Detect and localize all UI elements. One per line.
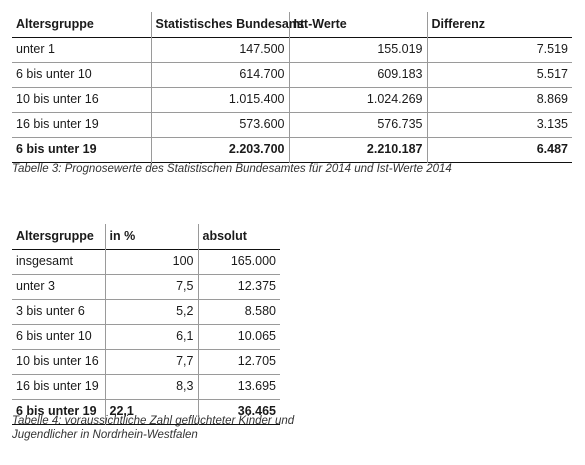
table-total-row <box>12 137 572 162</box>
value-cell: 147.500 <box>151 37 289 62</box>
value-cell: 1.024.269 <box>289 87 427 112</box>
age-group-cell: 10 bis unter 16 <box>16 92 99 107</box>
value-cell: 576.735 <box>289 112 427 137</box>
age-group-cell: 16 bis unter 19 <box>16 379 99 394</box>
table-row <box>12 349 280 374</box>
table-row <box>12 324 280 349</box>
value-cell: 8.869 <box>427 87 572 112</box>
value-cell: 6.487 <box>427 137 572 162</box>
value-cell: 8.580 <box>198 299 280 324</box>
value-cell: 614.700 <box>151 62 289 87</box>
table-row <box>12 62 572 87</box>
table-row <box>12 274 280 299</box>
caption-line: Tabelle 4: voraussichtliche Zahl geflüchteter Kinder und <box>12 415 295 427</box>
value-cell: 155.019 <box>289 37 427 62</box>
age-group-cell: 6 bis unter 10 <box>16 67 92 82</box>
table-3 <box>12 12 572 163</box>
age-group-cell: 6 bis unter 19 <box>16 404 97 419</box>
value-cell: 7,5 <box>105 274 198 299</box>
header-cell: Ist-Werte <box>289 12 427 37</box>
value-cell: 13.695 <box>198 374 280 399</box>
value-cell: 6,1 <box>105 324 198 349</box>
age-group-cell: 6 bis unter 10 <box>16 329 92 344</box>
value-cell: 10.065 <box>198 324 280 349</box>
table-row <box>12 249 280 274</box>
header-cell: Statistisches Bundesamt <box>151 12 289 37</box>
value-cell: 3.135 <box>427 112 572 137</box>
table-row <box>12 87 572 112</box>
header-cell: Differenz <box>427 12 572 37</box>
header-cell: Altersgruppe <box>16 17 94 31</box>
value-cell: 7.519 <box>427 37 572 62</box>
header-cell: absolut <box>198 224 280 249</box>
age-group-cell: 3 bis unter 6 <box>16 304 85 319</box>
header-cell: in % <box>105 224 198 249</box>
table-row <box>12 37 572 62</box>
value-cell: 5,2 <box>105 299 198 324</box>
table-row <box>12 299 280 324</box>
age-group-cell: unter 3 <box>16 279 55 294</box>
value-cell: 573.600 <box>151 112 289 137</box>
table-row <box>12 374 280 399</box>
value-cell: 36.465 <box>198 399 280 424</box>
value-cell: 165.000 <box>198 249 280 274</box>
value-cell: 8,3 <box>105 374 198 399</box>
value-cell: 609.183 <box>289 62 427 87</box>
value-cell: 12.705 <box>198 349 280 374</box>
table-header-row <box>12 12 572 37</box>
table-3-caption: Tabelle 3: Prognosewerte des Statistischen Bundesamtes für 2014 und Ist-Werte 2014 <box>12 163 452 175</box>
table-header-row <box>12 224 280 249</box>
caption-line: Jugendlicher in Nordrhein-Westfalen <box>12 429 198 441</box>
value-cell: 5.517 <box>427 62 572 87</box>
value-cell: 22,1 <box>105 399 198 424</box>
value-cell: 2.210.187 <box>289 137 427 162</box>
value-cell: 1.015.400 <box>151 87 289 112</box>
value-cell: 12.375 <box>198 274 280 299</box>
table-row <box>12 112 572 137</box>
header-cell: Altersgruppe <box>16 229 94 243</box>
table-4 <box>12 224 280 425</box>
age-group-cell: insgesamt <box>16 254 73 269</box>
age-group-cell: 6 bis unter 19 <box>16 142 97 157</box>
value-cell: 100 <box>105 249 198 274</box>
value-cell: 7,7 <box>105 349 198 374</box>
age-group-cell: 10 bis unter 16 <box>16 354 99 369</box>
table-4-caption <box>12 414 302 442</box>
value-cell: 2.203.700 <box>151 137 289 162</box>
age-group-cell: unter 1 <box>16 42 55 57</box>
age-group-cell: 16 bis unter 19 <box>16 117 99 132</box>
